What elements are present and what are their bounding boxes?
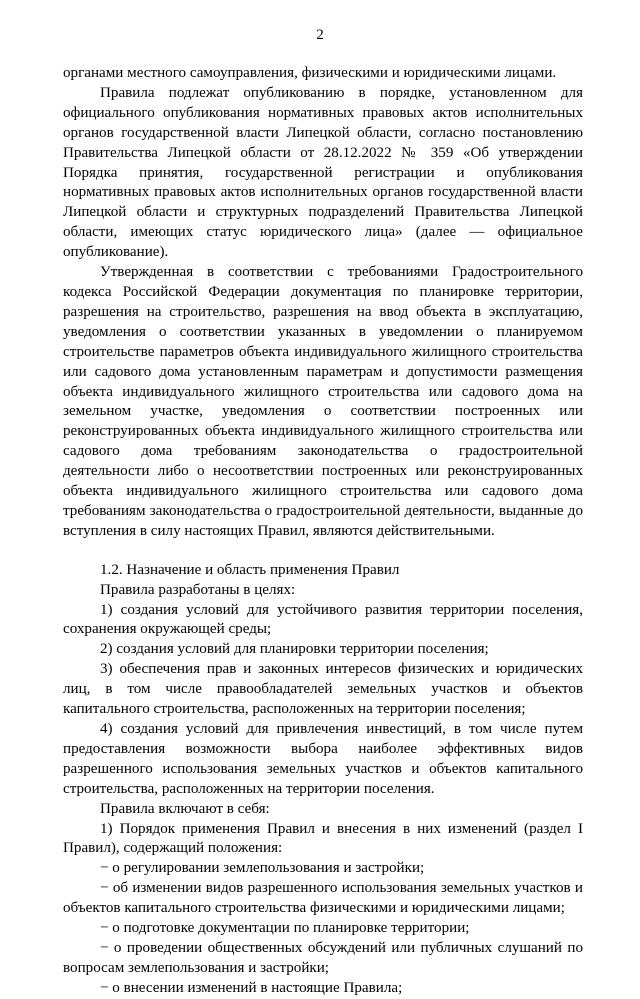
list-item: 3) обеспечения прав и законных интересов физических и юридических лиц, в том числе правообладателей земельных участков и объектов капитального строительства, расположенных на территории поселения; — [63, 661, 583, 718]
paragraph: Правила разработаны в целях: — [100, 581, 296, 598]
dash-list-item: − об изменении видов разрешенного использования земельных участков и объектов капитального строительства физическими и юридическими лицами; — [63, 880, 583, 917]
paragraph: Правила подлежат опубликованию в порядке, установленном для официального опубликования нормативных правовых актов исполнительных органов государственной власти Липецкой области, согласно постановлению Правительства Липецкой области от 28.12.2022 № 359 «Об утверждении Порядка принятия, государственной регистрации и опубликования нормативных правовых актов исполнительных органов государственной власти Липецкой области и структурных подразделений Правительства Липецкой области, имеющих статус юридического лица» (далее — официальное опубликование). — [63, 84, 583, 261]
dash-list-item: − о проведении общественных обсуждений или публичных слушаний по вопросам землепользования и застройки; — [63, 939, 583, 976]
list-item: 4) создания условий для привлечения инвестиций, в том числе путем предоставления возможности выбора наиболее эффективных видов разрешенного использования земельных участков и объектов капитального строительства, расположенных на территории поселения. — [63, 721, 583, 797]
list-item: 2) создания условий для планировки территории поселения; — [100, 641, 489, 658]
dash-list-item: − о регулировании землепользования и застройки; — [100, 860, 425, 877]
paragraph: Утвержденная в соответствии с требованиями Градостроительного кодекса Российской Федерации документация по планировке территории, разрешения на строительство, разрешения на ввод объекта в эксплуатацию, уведомления о соответствии указанных в уведомлении о планируемом строительстве параметров объекта индивидуального жилищного строительства или садового дома установленным параметрам и допустимости размещения объекта индивидуального жилищного строительства или садового дома на земельном участке, уведомления о соответствии построенных или реконструированных объекта индивидуального жилищного строительства или садового дома требованиям законодательства о градостроительной деятельности либо о несоответствии построенных или реконструированных объекта индивидуального жилищного строительства или садового дома требованиям законодательства о градостроительной деятельности, выданные до вступления в силу настоящих Правил, являются действительными. — [63, 264, 583, 539]
list-item: 1) Порядок применения Правил и внесения в них изменений (раздел I Правил), содержащий положения: — [63, 820, 583, 857]
paragraph: органами местного самоуправления, физическими и юридическими лицами. — [63, 65, 557, 81]
paragraph: Правила включают в себя: — [100, 800, 270, 817]
document-body — [63, 64, 583, 999]
page-number: 2 — [316, 27, 324, 43]
section-heading: 1.2. Назначение и область применения Правил — [100, 561, 400, 578]
list-item: 1) создания условий для устойчивого развития территории поселения, сохранения окружающей среды; — [63, 601, 583, 638]
dash-list-item: − о внесении изменений в настоящие Правила; — [100, 979, 403, 996]
dash-list-item: − о подготовке документации по планировке территории; — [100, 920, 470, 937]
